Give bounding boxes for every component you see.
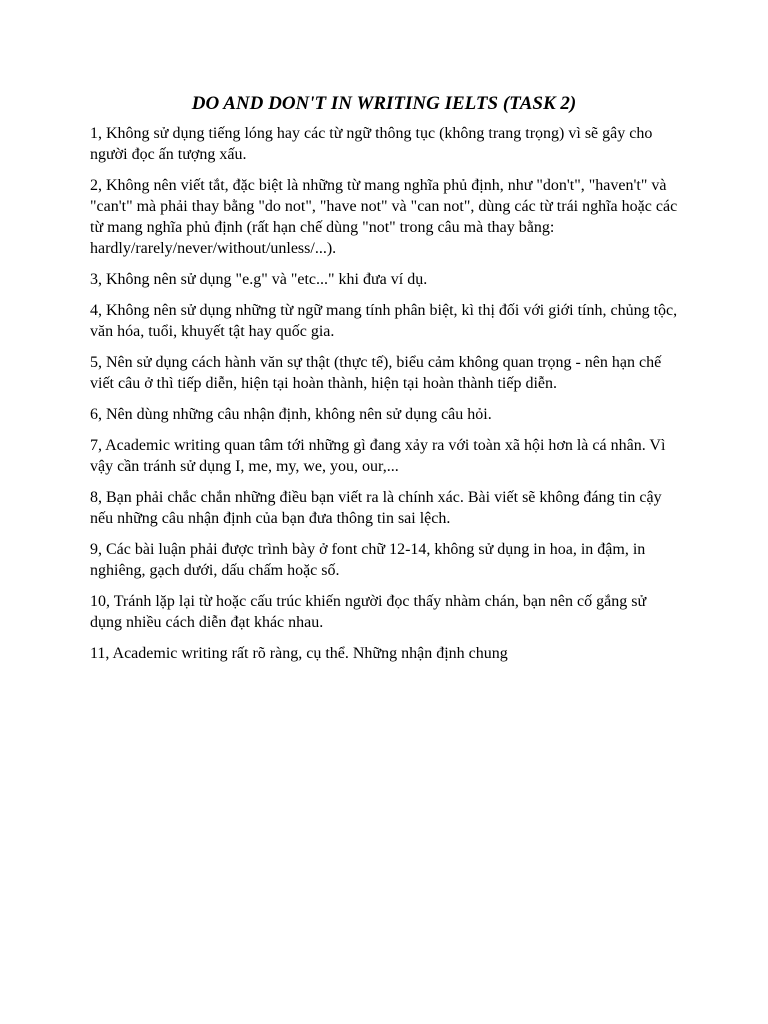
guideline-item-5: 5, Nên sử dụng cách hành văn sự thật (thực tế), biểu cảm không quan trọng - nên hạn chế viết câu ở thì tiếp diễn, hiện tại hoàn thành, hiện tại hoàn thành tiếp diễn. <box>90 354 662 392</box>
guideline-item-8: 8, Bạn phải chắc chắn những điều bạn viết ra là chính xác. Bài viết sẽ không đáng tin cậy nếu những câu nhận định của bạn đưa thông tin sai lệch. <box>90 489 662 527</box>
guideline-item-6: 6, Nên dùng những câu nhận định, không nên sử dụng câu hỏi. <box>90 406 492 423</box>
document-title: DO AND DON'T IN WRITING IELTS (TASK 2) <box>191 93 577 114</box>
guideline-item-10: 10, Tránh lặp lại từ hoặc cấu trúc khiến người đọc thấy nhàm chán, bạn nên cố gắng sử dụng nhiều cách diễn đạt khác nhau. <box>90 593 647 631</box>
guideline-item-7: 7, Academic writing quan tâm tới những gì đang xảy ra với toàn xã hội hơn là cá nhân. Vì vậy cần tránh sử dụng I, me, my, we, you, our,... <box>90 437 666 475</box>
guideline-item-11: 11, Academic writing rất rõ ràng, cụ thể. Những nhận định chung <box>90 645 508 662</box>
guideline-item-2: 2, Không nên viết tắt, đặc biệt là những từ mang nghĩa phủ định, như "don't", "haven't" và "can't" mà phải thay bằng "do not", "have not" và "can not", dùng các từ trái nghĩa hoặc các từ mang nghĩa phủ định (rất hạn chế dùng "not" trong câu mà thay bằng: hardly/rarely/never/without/unless/...). <box>90 177 678 257</box>
guideline-item-1: 1, Không sử dụng tiếng lóng hay các từ ngữ thông tục (không trang trọng) vì sẽ gây cho người đọc ấn tượng xấu. <box>90 125 653 163</box>
guideline-list <box>90 123 678 664</box>
guideline-item-3: 3, Không nên sử dụng "e.g" và "etc..." khi đưa ví dụ. <box>90 271 428 288</box>
guideline-item-9: 9, Các bài luận phải được trình bày ở font chữ 12-14, không sử dụng in hoa, in đậm, in nghiêng, gạch dưới, dấu chấm hoặc số. <box>90 541 646 579</box>
guideline-item-4: 4, Không nên sử dụng những từ ngữ mang tính phân biệt, kì thị đối với giới tính, chủng tộc, văn hóa, tuổi, khuyết tật hay quốc gia. <box>90 302 678 340</box>
